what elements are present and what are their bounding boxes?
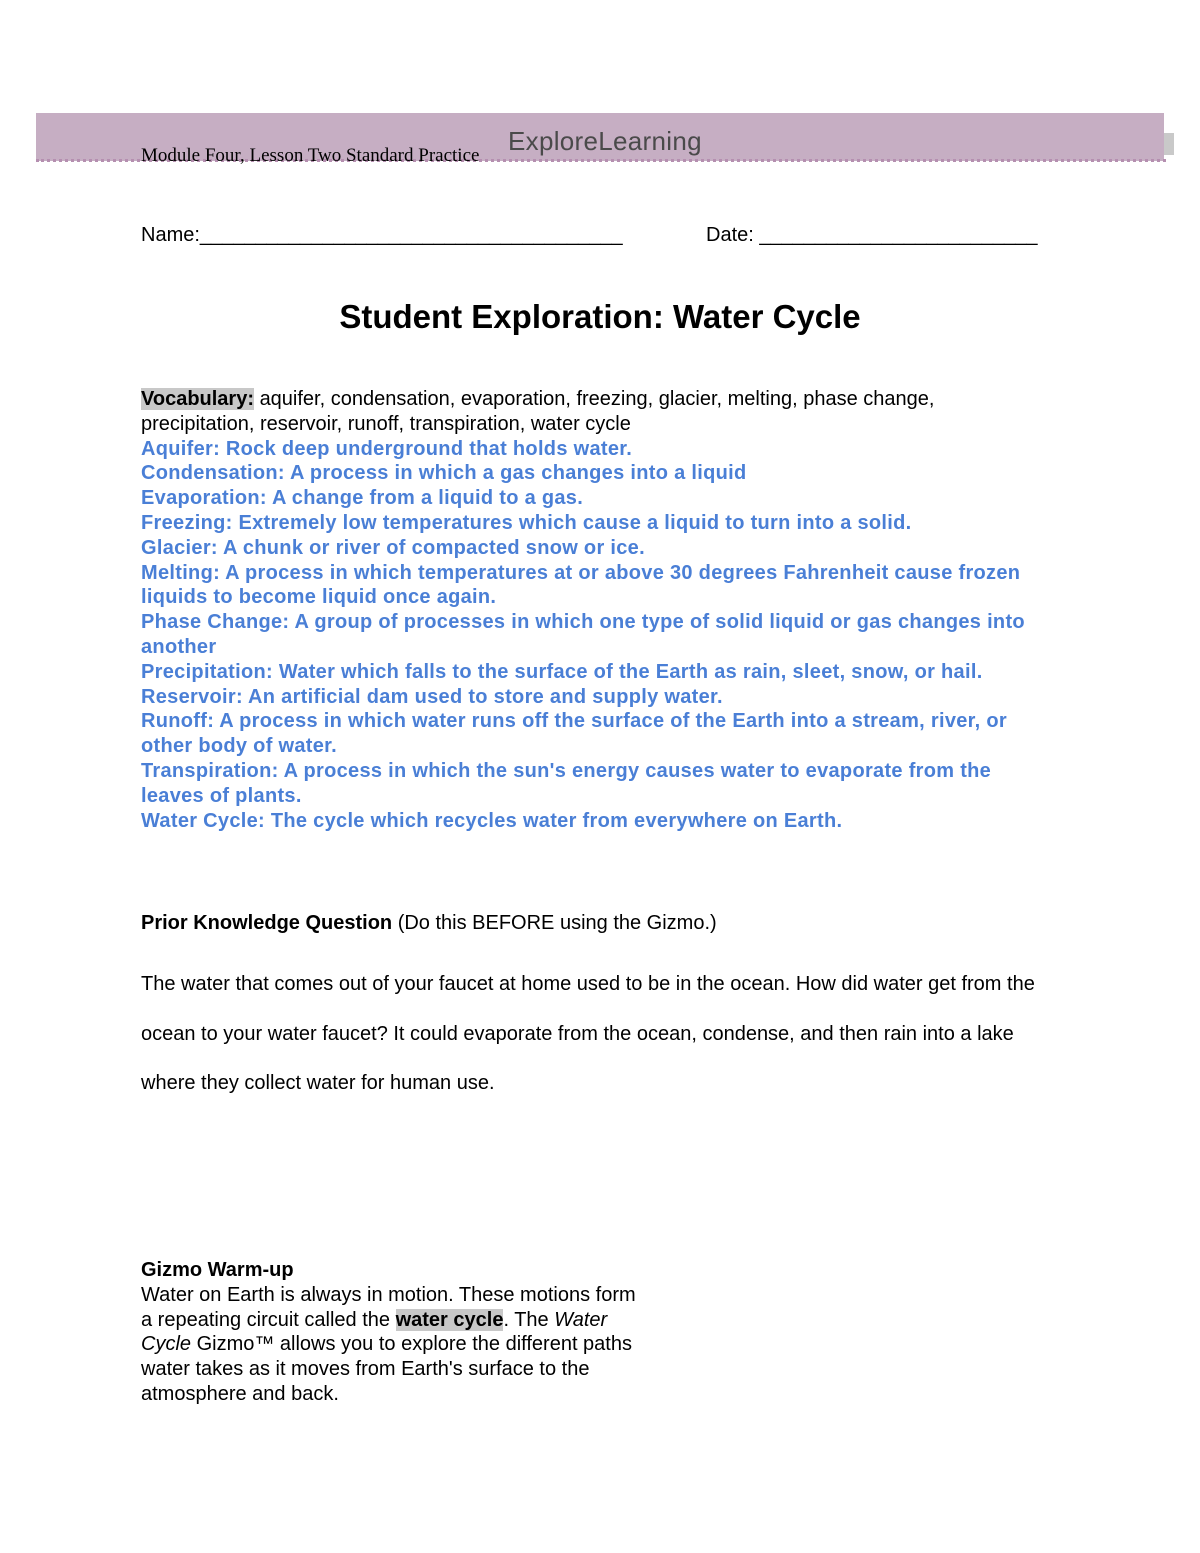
vocabulary-terms: [141, 387, 1041, 437]
warmup-italic: Water Cycle: [141, 1308, 608, 1356]
definition-water-cycle: Water Cycle: The cycle which recycles water from everywhere on Earth.: [141, 809, 843, 832]
prior-knowledge-heading: Prior Knowledge Question: [141, 912, 393, 934]
definition-reservoir: Reservoir: An artificial dam used to store and supply water.: [141, 685, 723, 708]
date-field: Date: _________________________: [706, 224, 1038, 246]
gizmo-warmup-section: [141, 1258, 641, 1407]
definition-precipitation: Precipitation: Water which falls to the surface of the Earth as rain, sleet, snow, or hail.: [141, 660, 983, 683]
gizmo-warmup-heading: Gizmo Warm-up: [141, 1259, 294, 1281]
vocabulary-label: Vocabulary:: [141, 388, 254, 410]
warmup-text-3: Gizmo™ allows you to explore the different paths water takes as it moves from Earth's surface to the atmosphere and back.: [141, 1333, 632, 1405]
name-field: Name:______________________________________: [141, 224, 623, 246]
page-title: Student Exploration: Water Cycle: [339, 298, 861, 335]
warmup-highlight: water cycle: [395, 1308, 504, 1331]
prior-knowledge-heading-line: [141, 911, 1041, 936]
warmup-text-1: Water on Earth is always in motion. These motions form a repeating circuit called the: [141, 1283, 636, 1331]
definition-freezing: Freezing: Extremely low temperatures which cause a liquid to turn into a solid.: [141, 511, 912, 534]
vocabulary-section: [141, 387, 1041, 833]
definition-glacier: Glacier: A chunk or river of compacted snow or ice.: [141, 536, 645, 559]
vocabulary-term-list: aquifer, condensation, evaporation, freezing, glacier, melting, phase change, precipitation, reservoir, runoff, transpiration, water cycle: [141, 388, 935, 435]
warmup-text-2: . The: [503, 1308, 555, 1331]
definition-evaporation: Evaporation: A change from a liquid to a gas.: [141, 487, 584, 510]
definition-aquifer: Aquifer: Rock deep underground that holds water.: [141, 437, 633, 460]
definition-transpiration: Transpiration: A process in which the sun's energy causes water to evaporate from the leaves of plants.: [141, 759, 992, 807]
prior-knowledge-answer: The water that comes out of your faucet at home used to be in the ocean. How did water get from the ocean to your water faucet? It could evaporate from the ocean, condense, and then rain into a lake where they collect water for human use.: [141, 973, 1035, 1094]
definition-runoff: Runoff: A process in which water runs off the surface of the Earth into a stream, river, or other body of water.: [141, 710, 1007, 758]
header-band-tab: [1164, 133, 1174, 155]
prior-knowledge-note: (Do this BEFORE using the Gizmo.): [392, 912, 717, 934]
definition-melting: Melting: A process in which temperatures at or above 30 degrees Fahrenheit cause frozen liquids to become liquid once again.: [141, 561, 1021, 609]
definition-phase-change: Phase Change: A group of processes in which one type of solid liquid or gas changes into another: [141, 611, 1025, 658]
definition-condensation: Condensation: A process in which a gas changes into a liquid: [141, 462, 747, 485]
explorelearning-logo: ExploreLearning: [508, 126, 702, 156]
module-line: Module Four, Lesson Two Standard Practice: [141, 145, 480, 166]
